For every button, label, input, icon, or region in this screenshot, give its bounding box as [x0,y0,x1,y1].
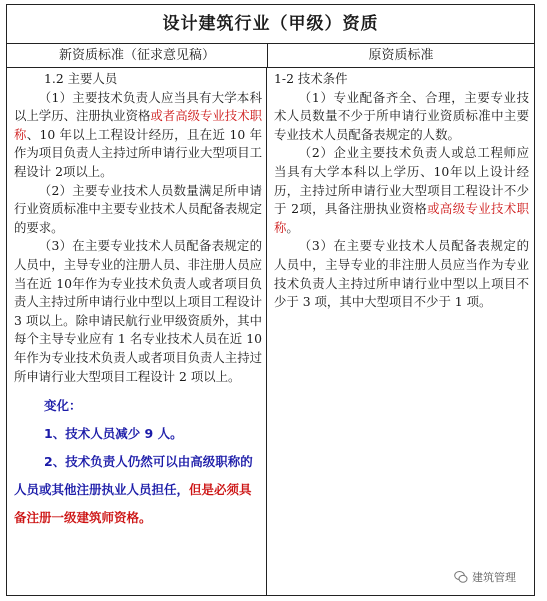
table-title: 设计建筑行业（甲级）资质 [7,5,534,44]
left-paragraph-1 [14,89,262,182]
qualification-table [6,4,535,596]
change-notes [14,392,262,532]
watermark-text: 建筑管理 [472,571,516,584]
left-p1-text-b: 、10 年以上工程设计经历，且在近 10 年作为项目负责人主持过所申请行业大型项目工程设计 2项以上。 [14,126,262,179]
old-standard-column [267,68,534,596]
change-item-1: 1、技术人员减少 9 人。 [44,426,183,442]
new-standard-column [7,68,267,596]
right-paragraph-1: （1）专业配备齐全、合理，主要专业技术人员数量不少于所申请行业资质标准中主要专业技术人员配备表规定的人数。 [274,89,529,142]
right-section-heading: 1-2 技术条件 [274,71,348,86]
change-title: 变化： [44,398,82,414]
right-p2-highlight: 或高级专业技术职称 [274,201,529,235]
left-p1-highlight: 或者高级专业技术职称 [14,108,263,142]
right-paragraph-2 [274,144,529,237]
right-paragraph-3: （3）在主要专业技术人员配备表规定的人员中，主导专业的非注册人员应当作为专业技术负责人主持过所申请行业中型以上项目不少于 3 项，其中大型项目不少于 1 项。 [274,238,529,310]
header-new-standard: 新资质标准（征求意见稿） [7,44,268,67]
wechat-logo-icon [454,570,468,584]
left-paragraph-2: （2）主要专业技术人员数量满足所申请行业资质标准中主要专业技术人员配备表规定的要求。 [14,182,262,235]
change-item-2-red: 但是必须具备注册一级建筑师资格。 [14,482,252,526]
left-p1-text-a: （1）主要技术负责人应当具有大学本科以上学历、注册执业资格 [14,89,262,124]
right-p2-text-a: （2）企业主要技术负责人或总工程师应当具有大学本科以上学历、10年以上设计经历，主持过所申请行业大型项目工程设计不少于 2项，具备注册执业资格 [274,145,529,217]
change-item-2 [14,448,262,532]
header-old-standard: 原资质标准 [368,48,434,63]
change-item-2-blue: 2、技术负责人仍然可以由高级职称的人员或其他注册执业人员担任， [14,454,253,498]
left-section-heading: 1.2 主要人员 [44,71,118,86]
right-p2-text-b: 。 [286,219,299,235]
left-paragraph-3: （3）在主要专业技术人员配备表规定的人员中，主导专业的注册人员、非注册人员应当在近 10年作为专业技术负责人或者项目负责人主持过所申请行业中型以上项目工程设计 3 项以上。除申请民航行业甲级资质外，其中每个主导专业应有 1 名专业技术人员在近 10年作为专业技术负责人或者项目负责人主持过所申请行业大型项目工程设计 2 项以上。 [14,238,262,384]
header-row [7,44,534,68]
watermark [454,569,516,585]
table-body [7,68,534,596]
